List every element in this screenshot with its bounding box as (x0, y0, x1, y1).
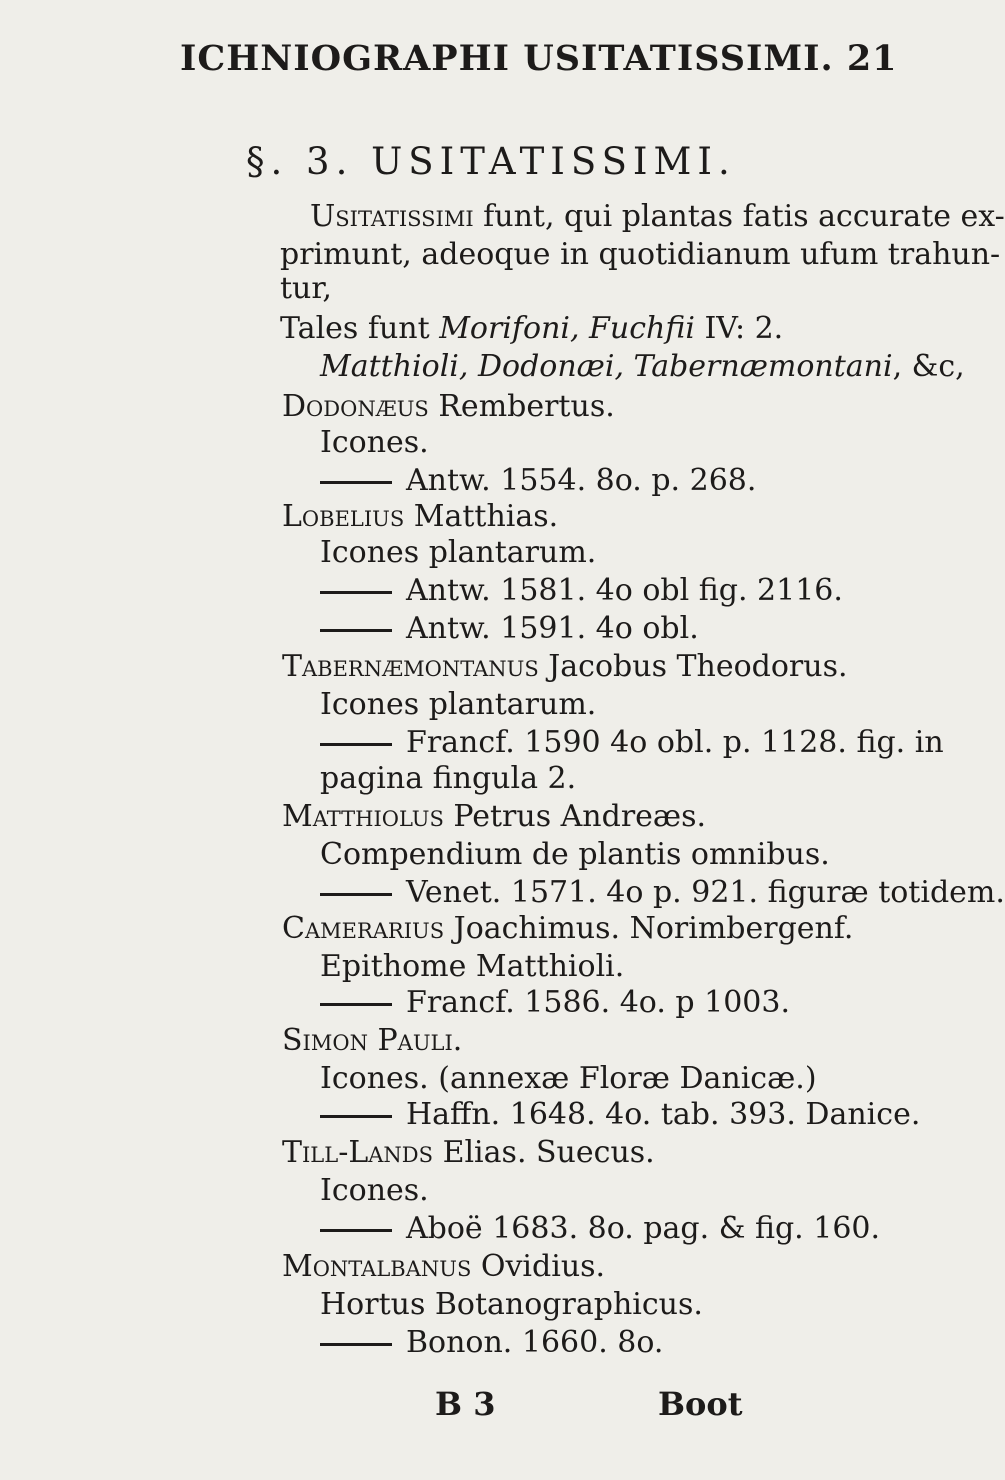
entry-line (320, 426, 429, 460)
entry-line (282, 800, 706, 834)
author-forename: Joachimus. Norimbergenf. (444, 911, 854, 946)
author-name: Tabernæmontanus (282, 649, 539, 684)
imprint-text: Antw. 1591. 4o obl. (406, 611, 699, 646)
ditto-dash (320, 1115, 392, 1118)
entry-line (320, 762, 576, 796)
line-text: tur, (280, 271, 332, 306)
imprint-text: Francf. 1590 4o obl. p. 1128. fig. in (406, 725, 944, 760)
entry-line (320, 350, 965, 384)
author-name: Simon Pauli. (282, 1023, 463, 1058)
entry-line (280, 272, 332, 306)
work-title: Icones plantarum. (320, 535, 597, 570)
work-title: Compendium de plantis omnibus. (320, 837, 830, 872)
entry-line (282, 1136, 655, 1170)
imprint-text: Bonon. 1660. 8o. (406, 1325, 664, 1360)
entry-line (320, 1062, 817, 1096)
entry-line (320, 464, 756, 498)
author-name: Lobelius (282, 499, 405, 534)
entry-line (320, 1174, 429, 1208)
author-forename: Matthias. (404, 499, 559, 534)
line-text: primunt, adeoque in quotidianum ufum trahun- (280, 237, 1001, 272)
ditto-dash (320, 1229, 392, 1232)
work-title: Hortus Botanographicus. (320, 1287, 703, 1322)
author-italic: Matthioli, Dodonæi, Tabernæmontani (320, 349, 893, 384)
lead-word: Usitatissimi (310, 199, 474, 234)
work-title: Icones. (annexæ Floræ Danicæ.) (320, 1061, 817, 1096)
author-name: Dodonæus (282, 389, 429, 424)
entry-line (282, 390, 615, 424)
ditto-dash (320, 629, 392, 632)
line-text: pagina fingula 2. (320, 761, 577, 796)
entry-line (320, 574, 843, 608)
author-name: Matthiolus (282, 799, 444, 834)
author-forename: Petrus Andreæs. (443, 799, 707, 834)
ditto-dash (320, 743, 392, 746)
imprint-text: Haffn. 1648. 4o. tab. 393. Danice. (406, 1097, 921, 1132)
entry-line (282, 1250, 605, 1284)
author-italic: Morifoni (439, 311, 570, 346)
work-title: Icones. (320, 425, 429, 460)
ditto-dash (320, 481, 392, 484)
author-name: Camerarius (282, 911, 445, 946)
author-forename: Elias. Suecus. (433, 1135, 655, 1170)
work-title: Icones. (320, 1173, 429, 1208)
entry-line (320, 1098, 920, 1132)
imprint-text: Aboë 1683. 8o. pag. & fig. 160. (406, 1211, 881, 1246)
author-name: Till-Lands (282, 1135, 434, 1170)
entry-line (320, 536, 596, 570)
line-text: IV: 2. (694, 311, 784, 346)
entry-line (320, 1288, 703, 1322)
author-forename: Rembertus. (428, 389, 615, 424)
line-text: , &c, (892, 349, 965, 384)
author-forename: Ovidius. (471, 1249, 606, 1284)
entry-line (282, 1024, 462, 1058)
signature-mark: B 3 (435, 1385, 496, 1423)
imprint-text: Francf. 1586. 4o. p 1003. (406, 985, 791, 1020)
work-title: Epithome Matthioli. (320, 949, 625, 984)
line-text: funt, qui plantas fatis accurate ex- (473, 199, 1005, 234)
catchword: Boot (658, 1385, 743, 1423)
entry-line (320, 838, 830, 872)
entry-line (282, 912, 853, 946)
section-heading: §. 3. USITATISSIMI. (246, 140, 736, 183)
entry-line (310, 200, 1005, 234)
entry-line (320, 1326, 663, 1360)
author-name: Montalbanus (282, 1249, 472, 1284)
entry-line (280, 312, 783, 346)
work-title: Icones plantarum. (320, 687, 597, 722)
author-forename: Jacobus Theodorus. (538, 649, 848, 684)
entry-line (320, 726, 944, 760)
ditto-dash (320, 591, 392, 594)
entry-line (320, 612, 699, 646)
imprint-text: Antw. 1554. 8o. p. 268. (406, 463, 757, 498)
ditto-dash (320, 1343, 392, 1346)
entry-line (320, 1212, 880, 1246)
entry-line (282, 650, 848, 684)
author-italic: , Fuchfii (569, 311, 695, 346)
entry-line (320, 950, 624, 984)
entry-line (320, 688, 596, 722)
line-text: Tales funt (280, 311, 440, 346)
entry-line (282, 500, 558, 534)
imprint-text: Venet. 1571. 4o p. 921. figuræ totidem. (406, 875, 1005, 910)
entry-line (320, 876, 1005, 910)
entry-line (320, 986, 790, 1020)
imprint-text: Antw. 1581. 4o obl fig. 2116. (406, 573, 843, 608)
ditto-dash (320, 893, 392, 896)
running-head: ICHNIOGRAPHI USITATISSIMI. 21 (180, 38, 898, 79)
entry-line (280, 238, 1000, 272)
ditto-dash (320, 1003, 392, 1006)
